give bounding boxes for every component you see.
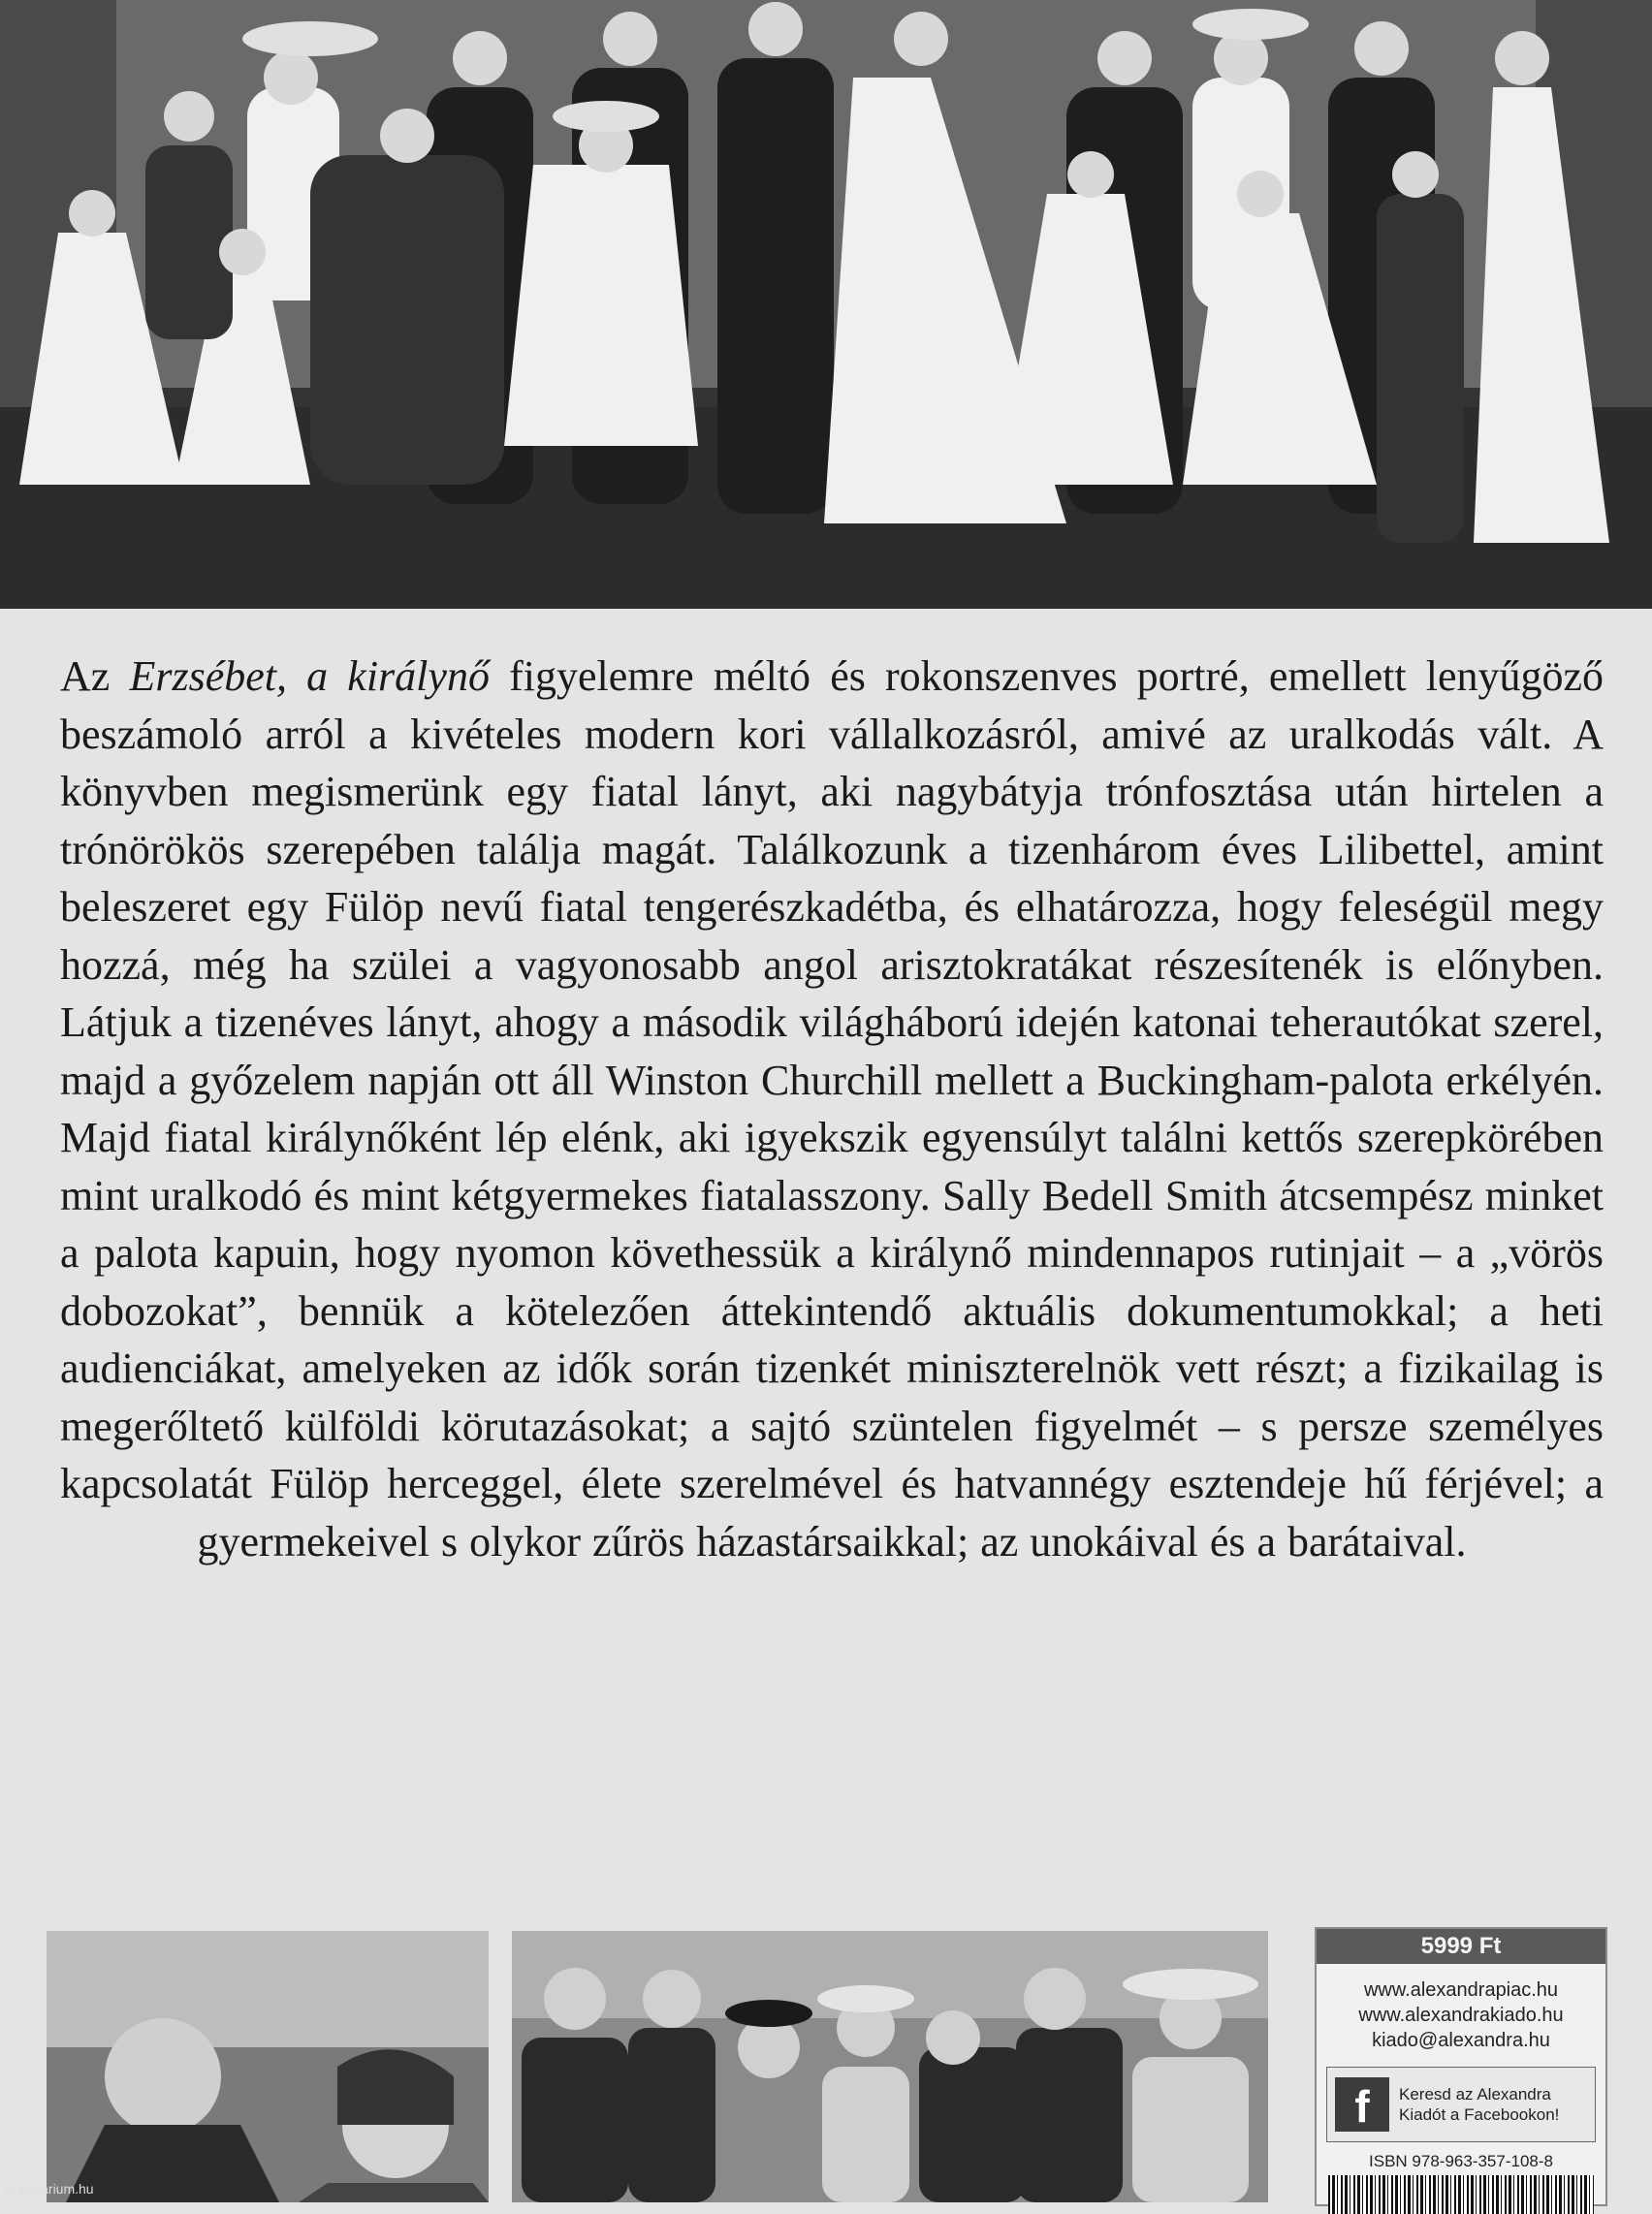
book-title-italic: Erzsébet, a királynő	[129, 652, 490, 700]
barcode-icon	[1328, 2175, 1594, 2214]
watermark-text: Antikvárium.hu	[4, 2181, 94, 2197]
facebook-promo	[1326, 2067, 1596, 2142]
young-couple-photo	[47, 1931, 489, 2202]
publisher-links	[1317, 1964, 1605, 2053]
facebook-promo-line-1: Keresd az Alexandra	[1399, 2085, 1551, 2103]
isbn-number: ISBN 978-963-357-108-8	[1369, 2152, 1553, 2170]
email-link[interactable]: kiado@alexandra.hu	[1372, 2030, 1550, 2051]
price-label: 5999 Ft	[1317, 1929, 1605, 1964]
balcony-family-photo	[512, 1931, 1268, 2202]
website-link-piac[interactable]: www.alexandrapiac.hu	[1363, 1979, 1559, 2001]
facebook-promo-line-2: Kiadót a Facebookon!	[1399, 2105, 1560, 2124]
blurb-body: figyelemre méltó és rokonszenves portré, emellett lenyűgöző beszámoló arról a kivételes modern kori vállalkozásról, amivé az uralkodás vált. A könyvben megismerünk egy fiatal lányt, aki nagybátyja trónfosztása után hirtelen a trónörökös szerepében találja magát. Találkozunk a tizenhárom éves Lilibettel, amint beleszeret egy Fülöp nevű fiatal tengerészkadétba, és elhatározza, hogy feleségül megy hozzá, még ha szülei a vagyonosabb angol arisztokratákat részesítenék is előnyben. Látjuk a tizenéves lányt, ahogy a második világháború idején katonai teherautókat szerel, majd a győzelem napján ott áll Winston Churchill mellett a Buckingham-palota erkélyén. Majd fiatal királynőként lép elénk, aki igyekszik egyensúlyt találni kettős szerepkörében mint uralkodó és mint kétgyermekes fiatalasszony. Sally Bedell Smith átcsempész minket a palota kapuin, hogy nyomon követhessük a királynő mindennapos rutinjait – a „vörös dobozokat”, bennük a kötelezően áttekintendő aktuális dokumentumokkal; a heti audienciákat, amelyeken az idők során tizenkét miniszterelnök vett részt; a fizikailag is megerőltető külföldi körutazásokat; a sajtó szüntelen figyelmét – s persze személyes kapcsolatát Fülöp herceggel, élete szerelmével és hatvannégy esztendeje hű férjével; a gyermekeivel s olykor zűrös házastársaikkal; az unokáival és a barátaival.	[60, 652, 1604, 1566]
publisher-info-box	[1315, 1927, 1607, 2206]
facebook-icon: f	[1335, 2077, 1389, 2132]
facebook-promo-text	[1399, 2084, 1583, 2125]
blurb-lead: Az	[60, 652, 111, 700]
wedding-group-photo	[0, 0, 1652, 609]
book-description	[60, 648, 1604, 1570]
website-link-kiado[interactable]: www.alexandrakiado.hu	[1358, 2005, 1564, 2026]
